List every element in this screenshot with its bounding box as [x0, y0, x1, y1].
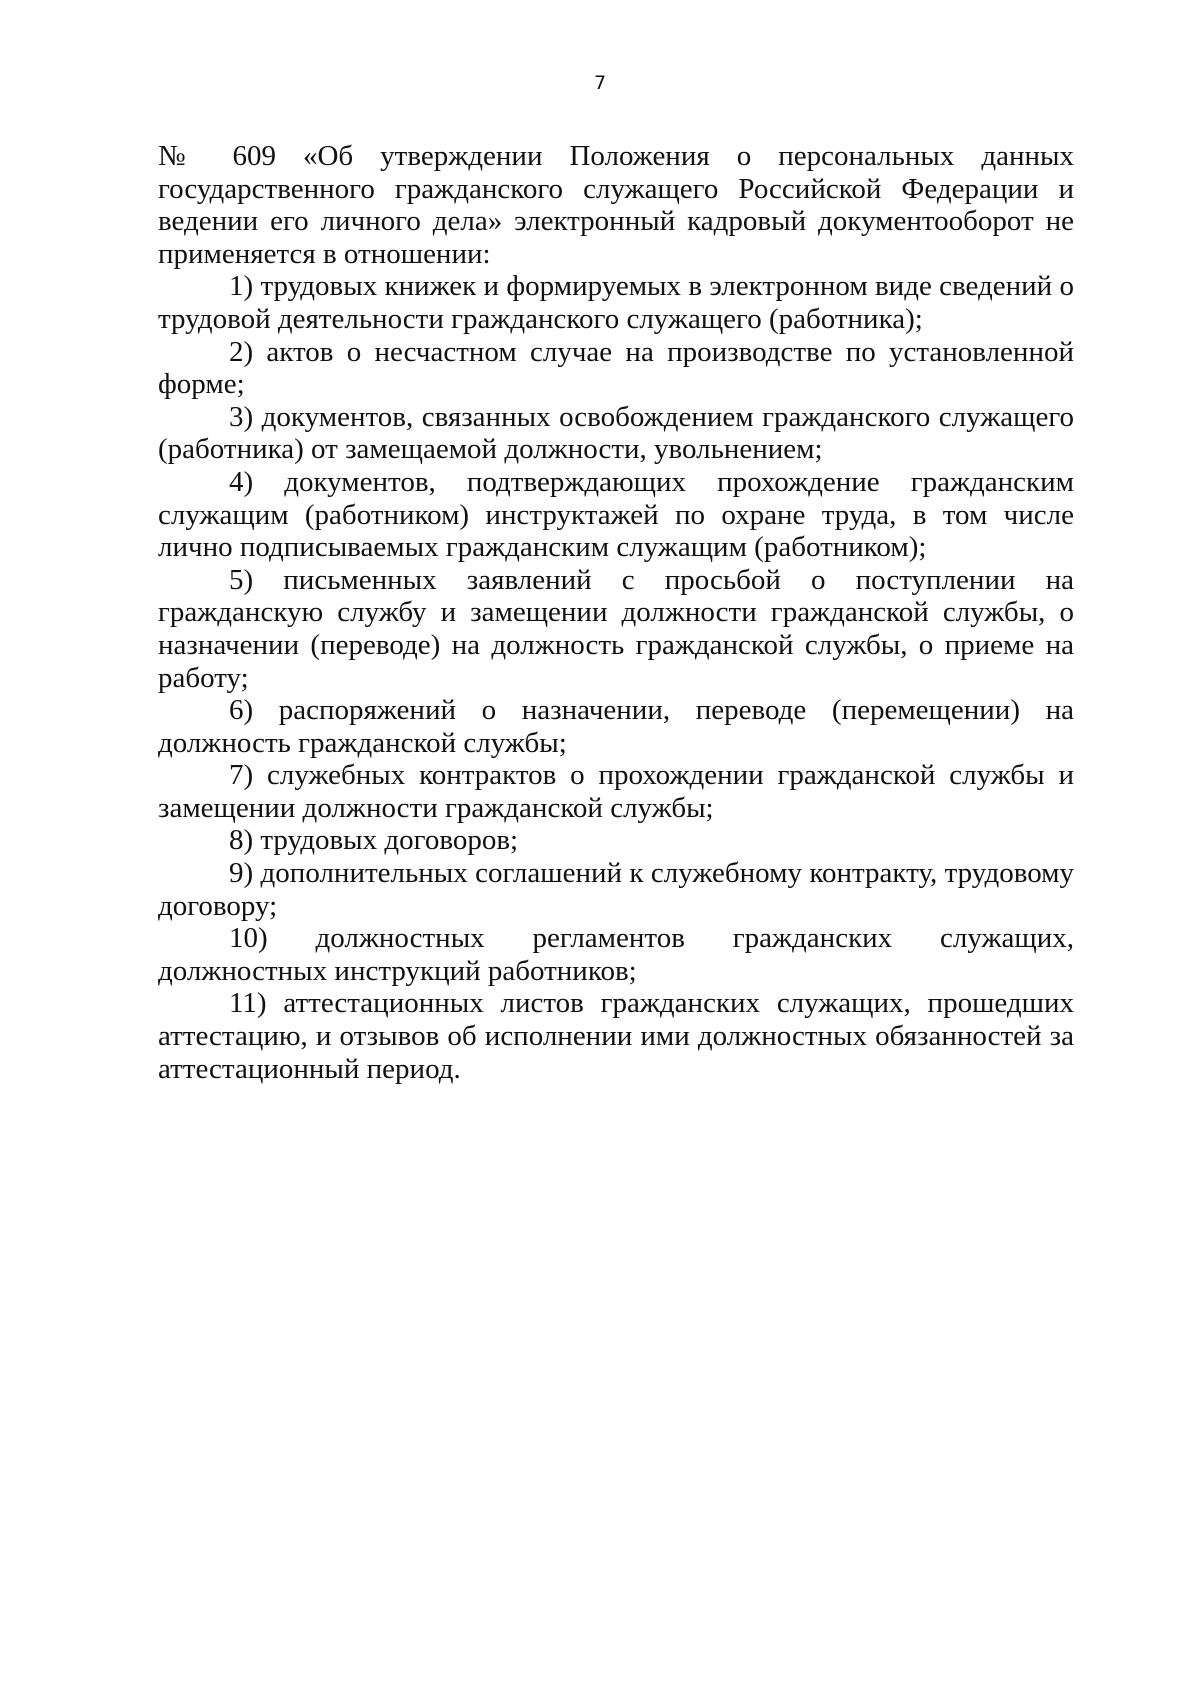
list-item-6: 6) распоряжений о назначении, переводе (перемещении) на должность гражданской службы; [158, 694, 1074, 759]
list-item-11: 11) аттестационных листов гражданских служащих, прошедших аттестацию, и отзывов об исполнении ими должностных обязанностей за аттестационный период. [158, 987, 1074, 1085]
document-body [158, 140, 1074, 1085]
page-number: 7 [593, 72, 607, 94]
list-item-1: 1) трудовых книжек и формируемых в электронном виде сведений о трудовой деятельности гражданского служащего (работника); [158, 270, 1074, 335]
list-item-8: 8) трудовых договоров; [229, 824, 519, 857]
list-item-5: 5) письменных заявлений с просьбой о поступлении на гражданскую службу и замещении должности гражданской службы, о назначении (переводе) на должность гражданской службы, о приеме на работу; [158, 563, 1074, 694]
list-item-3: 3) документов, связанных освобождением гражданского служащего (работника) от замещаемой должности, увольнением; [158, 400, 1074, 466]
list-item-10: 10) должностных регламентов гражданских служащих, должностных инструкций работников; [158, 922, 1074, 987]
list-item-4: 4) документов, подтверждающих прохождение гражданским служащим (работником) инструктажей по охране труда, в том числе лично подписываемых гражданским служащим (работником); [158, 465, 1074, 564]
list-item-7: 7) служебных контрактов о прохождении гражданской службы и замещении должности гражданской службы; [158, 759, 1074, 824]
list-item-2: 2) актов о несчастном случае на производстве по установленной форме; [158, 335, 1074, 401]
list-item-9: 9) дополнительных соглашений к служебному контракту, трудовому договору; [158, 857, 1074, 922]
intro-paragraph: № 609 «Об утверждении Положения о персональных данных государственного гражданского служащего Российской Федерации и ведении его личного дела» электронный кадровый документооборот не применяется в отношении: [158, 140, 1074, 270]
